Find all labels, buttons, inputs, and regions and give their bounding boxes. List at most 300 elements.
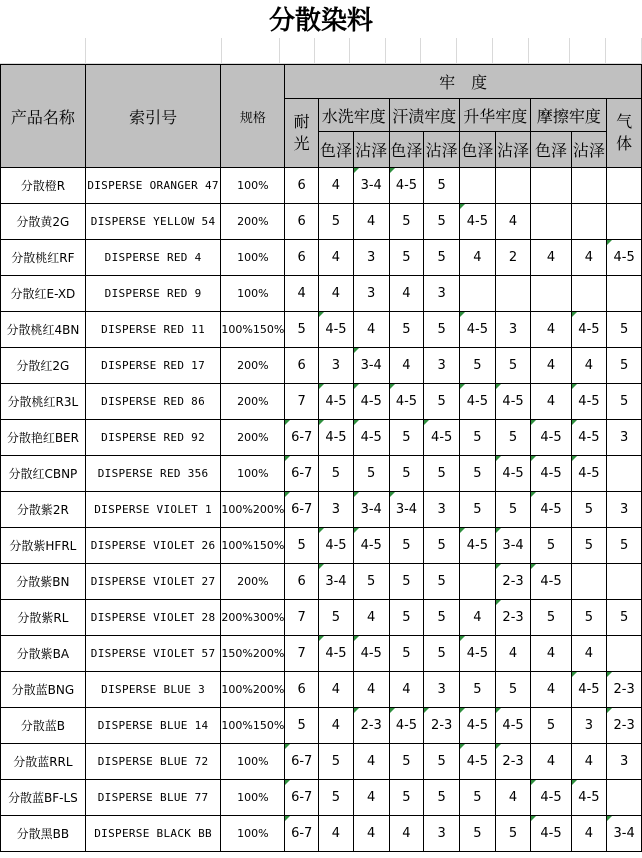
wash-staining-cell[interactable]: 4-5 xyxy=(353,420,389,456)
sublimation-color-change-cell[interactable]: 4-5 xyxy=(460,636,496,672)
sweat-staining-cell[interactable]: 5 xyxy=(424,456,460,492)
sublimation-staining-cell[interactable]: 5 xyxy=(495,816,531,852)
spec-cell[interactable]: 100% xyxy=(221,276,285,312)
product-name-cell[interactable]: 分散黄2G xyxy=(1,204,86,240)
sweat-color-change-cell[interactable]: 5 xyxy=(389,600,424,636)
rubbing-color-change-cell[interactable]: 4-5 xyxy=(531,564,571,600)
wash-color-change-cell[interactable]: 4 xyxy=(319,672,354,708)
table-row xyxy=(1,456,642,492)
header-rubbing[interactable]: 摩擦牢度 xyxy=(531,99,607,132)
sweat-staining-cell[interactable]: 5 xyxy=(424,636,460,672)
gas-cell[interactable]: 5 xyxy=(607,528,642,564)
light-cell[interactable]: 6 xyxy=(285,168,319,204)
rubbing-color-change-cell[interactable]: 4 xyxy=(531,672,571,708)
rubbing-staining-cell[interactable] xyxy=(571,168,607,204)
wash-staining-cell[interactable]: 4-5 xyxy=(353,636,389,672)
sweat-color-change-cell[interactable]: 5 xyxy=(389,456,424,492)
wash-color-change-cell[interactable]: 4-5 xyxy=(319,420,354,456)
blank-cell[interactable] xyxy=(315,38,350,64)
table-row xyxy=(1,204,642,240)
wash-staining-cell[interactable]: 5 xyxy=(353,564,389,600)
gas-cell[interactable] xyxy=(607,636,642,672)
table-row xyxy=(1,348,642,384)
wash-staining-cell[interactable]: 3-4 xyxy=(353,168,389,204)
table-row xyxy=(1,420,642,456)
wash-staining-cell[interactable]: 4-5 xyxy=(353,528,389,564)
rubbing-staining-cell[interactable]: 4-5 xyxy=(571,456,607,492)
blank-cell[interactable] xyxy=(529,38,570,64)
gas-cell[interactable]: 2-3 xyxy=(607,708,642,744)
sweat-color-change-cell[interactable]: 4-5 xyxy=(389,708,424,744)
spec-cell[interactable]: 100%150% xyxy=(221,708,285,744)
sublimation-staining-cell[interactable]: 4-5 xyxy=(495,456,531,492)
table-row xyxy=(1,528,642,564)
header-fastness[interactable]: 牢 度 xyxy=(285,65,642,99)
rubbing-color-change-cell[interactable]: 4 xyxy=(531,240,571,276)
wash-staining-cell[interactable]: 4 xyxy=(353,672,389,708)
spec-cell[interactable]: 150%200% xyxy=(221,636,285,672)
light-cell[interactable]: 4 xyxy=(285,276,319,312)
product-name-cell[interactable]: 分散紫BA xyxy=(1,636,86,672)
spec-cell[interactable]: 200%300% xyxy=(221,600,285,636)
product-name-cell[interactable]: 分散橙R xyxy=(1,168,86,204)
rubbing-staining-cell[interactable]: 4-5 xyxy=(571,312,607,348)
rubbing-color-change-cell[interactable]: 4-5 xyxy=(531,492,571,528)
sublimation-color-change-cell[interactable] xyxy=(460,168,496,204)
gas-cell[interactable]: 4-5 xyxy=(607,240,642,276)
rubbing-staining-cell[interactable]: 5 xyxy=(571,492,607,528)
wash-staining-cell[interactable]: 5 xyxy=(353,456,389,492)
light-cell[interactable]: 6-7 xyxy=(285,492,319,528)
wash-color-change-cell[interactable]: 5 xyxy=(319,456,354,492)
product-name-cell[interactable]: 分散蓝BF-LS xyxy=(1,780,86,816)
index-no-cell[interactable]: DISPERSE BLUE 3 xyxy=(85,672,221,708)
index-no-cell[interactable]: DISPERSE RED 9 xyxy=(85,276,221,312)
product-name-cell[interactable]: 分散紫BN xyxy=(1,564,86,600)
wash-staining-cell[interactable]: 4-5 xyxy=(353,384,389,420)
wash-color-change-cell[interactable]: 4-5 xyxy=(319,528,354,564)
fastness-table xyxy=(0,64,642,852)
rubbing-color-change-cell[interactable]: 4-5 xyxy=(531,420,571,456)
sublimation-color-change-cell[interactable]: 4-5 xyxy=(460,312,496,348)
rubbing-staining-cell[interactable] xyxy=(571,276,607,312)
sweat-color-change-cell[interactable]: 5 xyxy=(389,528,424,564)
sweat-color-change-cell[interactable]: 5 xyxy=(389,564,424,600)
header-index-no[interactable]: 索引号 xyxy=(85,65,221,168)
index-no-cell[interactable]: DISPERSE YELLOW 54 xyxy=(85,204,221,240)
sweat-staining-cell[interactable]: 5 xyxy=(424,240,460,276)
rubbing-staining-cell[interactable]: 4 xyxy=(571,348,607,384)
sublimation-color-change-cell[interactable]: 4 xyxy=(460,240,496,276)
table-row xyxy=(1,636,642,672)
sublimation-staining-cell[interactable]: 2-3 xyxy=(495,600,531,636)
sheet-title: 分散染料 xyxy=(268,6,373,36)
table-row xyxy=(1,492,642,528)
wash-staining-cell[interactable]: 4 xyxy=(353,780,389,816)
rubbing-color-change-cell[interactable]: 4 xyxy=(531,348,571,384)
sweat-staining-cell[interactable]: 3 xyxy=(424,276,460,312)
sublimation-color-change-cell[interactable]: 5 xyxy=(460,348,496,384)
wash-color-change-cell[interactable]: 4 xyxy=(319,816,354,852)
header-product-name[interactable]: 产品名称 xyxy=(1,65,86,168)
header-sublimation[interactable]: 升华牢度 xyxy=(460,99,531,132)
gas-cell[interactable]: 3 xyxy=(607,744,642,780)
header-sublimation-staining[interactable]: 沾泽 xyxy=(495,132,531,168)
rubbing-staining-cell[interactable]: 4-5 xyxy=(571,384,607,420)
sweat-staining-cell[interactable]: 3 xyxy=(424,672,460,708)
blank-cell[interactable] xyxy=(0,38,86,64)
sublimation-staining-cell[interactable]: 2 xyxy=(495,240,531,276)
sublimation-color-change-cell[interactable]: 4-5 xyxy=(460,744,496,780)
wash-color-change-cell[interactable]: 4-5 xyxy=(319,636,354,672)
sublimation-color-change-cell[interactable]: 4-5 xyxy=(460,384,496,420)
rubbing-color-change-cell[interactable]: 4-5 xyxy=(531,780,571,816)
table-row xyxy=(1,312,642,348)
sublimation-color-change-cell[interactable]: 5 xyxy=(460,672,496,708)
spec-cell[interactable]: 100%150% xyxy=(221,312,285,348)
sublimation-staining-cell[interactable]: 5 xyxy=(495,492,531,528)
wash-color-change-cell[interactable]: 3 xyxy=(319,348,354,384)
light-cell[interactable]: 6-7 xyxy=(285,816,319,852)
blank-cell[interactable] xyxy=(280,38,315,64)
rubbing-staining-cell[interactable]: 4 xyxy=(571,744,607,780)
sweat-color-change-cell[interactable]: 5 xyxy=(389,744,424,780)
sublimation-color-change-cell[interactable] xyxy=(460,564,496,600)
spec-cell[interactable]: 100%200% xyxy=(221,672,285,708)
gas-cell[interactable]: 5 xyxy=(607,384,642,420)
table-row xyxy=(1,384,642,420)
blank-cell[interactable] xyxy=(86,38,222,64)
light-cell[interactable]: 6 xyxy=(285,348,319,384)
rubbing-staining-cell[interactable]: 4 xyxy=(571,816,607,852)
table-row xyxy=(1,708,642,744)
header-light-label: 耐光 xyxy=(293,112,310,153)
spec-cell[interactable]: 100% xyxy=(221,456,285,492)
sweat-color-change-cell[interactable]: 3-4 xyxy=(389,492,424,528)
header-wash-staining[interactable]: 沾泽 xyxy=(353,132,389,168)
rubbing-color-change-cell[interactable]: 4 xyxy=(531,744,571,780)
sublimation-staining-cell[interactable]: 5 xyxy=(495,672,531,708)
sweat-color-change-cell[interactable]: 5 xyxy=(389,780,424,816)
rubbing-color-change-cell[interactable] xyxy=(531,204,571,240)
blank-cell[interactable] xyxy=(222,38,280,64)
header-spec[interactable]: 规格 xyxy=(221,65,285,168)
blank-cell[interactable] xyxy=(570,38,606,64)
table-row xyxy=(1,564,642,600)
wash-staining-cell[interactable]: 3-4 xyxy=(353,492,389,528)
sublimation-color-change-cell[interactable]: 4 xyxy=(460,600,496,636)
wash-staining-cell[interactable]: 4 xyxy=(353,744,389,780)
sublimation-staining-cell[interactable]: 2-3 xyxy=(495,564,531,600)
product-name-cell[interactable]: 分散红E-XD xyxy=(1,276,86,312)
wash-color-change-cell[interactable]: 5 xyxy=(319,744,354,780)
product-name-cell[interactable]: 分散黑BB xyxy=(1,816,86,852)
spec-cell[interactable]: 100% xyxy=(221,780,285,816)
sweat-color-change-cell[interactable]: 4-5 xyxy=(389,384,424,420)
light-cell[interactable]: 6-7 xyxy=(285,744,319,780)
spec-cell[interactable]: 100%150% xyxy=(221,528,285,564)
index-no-cell[interactable]: DISPERSE RED 17 xyxy=(85,348,221,384)
header-rubbing-color-change[interactable]: 色泽 xyxy=(531,132,571,168)
index-no-cell[interactable]: DISPERSE RED 11 xyxy=(85,312,221,348)
sweat-staining-cell[interactable]: 5 xyxy=(424,600,460,636)
sublimation-color-change-cell[interactable]: 5 xyxy=(460,780,496,816)
light-cell[interactable]: 7 xyxy=(285,384,319,420)
spec-cell[interactable]: 200% xyxy=(221,384,285,420)
sweat-staining-cell[interactable]: 5 xyxy=(424,204,460,240)
header-sweat[interactable]: 汗渍牢度 xyxy=(389,99,459,132)
sublimation-staining-cell[interactable]: 4 xyxy=(495,636,531,672)
sweat-staining-cell[interactable]: 3 xyxy=(424,348,460,384)
rubbing-staining-cell[interactable]: 4-5 xyxy=(571,780,607,816)
product-name-cell[interactable]: 分散蓝B xyxy=(1,708,86,744)
wash-color-change-cell[interactable]: 4 xyxy=(319,708,354,744)
header-light[interactable] xyxy=(285,99,319,168)
rubbing-color-change-cell[interactable]: 4 xyxy=(531,312,571,348)
rubbing-staining-cell[interactable]: 5 xyxy=(571,528,607,564)
product-name-cell[interactable]: 分散红CBNP xyxy=(1,456,86,492)
sweat-color-change-cell[interactable]: 4 xyxy=(389,276,424,312)
table-row xyxy=(1,672,642,708)
blank-cell[interactable] xyxy=(493,38,529,64)
light-cell[interactable]: 5 xyxy=(285,528,319,564)
gas-cell[interactable]: 3-4 xyxy=(607,816,642,852)
index-no-cell[interactable]: DISPERSE VIOLET 26 xyxy=(85,528,221,564)
gas-cell[interactable] xyxy=(607,168,642,204)
sweat-staining-cell[interactable]: 5 xyxy=(424,312,460,348)
sublimation-color-change-cell[interactable]: 5 xyxy=(460,420,496,456)
sublimation-color-change-cell[interactable]: 4-5 xyxy=(460,204,496,240)
sublimation-staining-cell[interactable]: 4-5 xyxy=(495,708,531,744)
sweat-color-change-cell[interactable]: 5 xyxy=(389,312,424,348)
header-rubbing-staining[interactable]: 沾泽 xyxy=(571,132,607,168)
blank-row xyxy=(0,38,642,64)
index-no-cell[interactable]: DISPERSE VIOLET 28 xyxy=(85,600,221,636)
spec-cell[interactable]: 200% xyxy=(221,348,285,384)
header-gas[interactable] xyxy=(607,99,642,168)
sweat-color-change-cell[interactable]: 4 xyxy=(389,672,424,708)
light-cell[interactable]: 7 xyxy=(285,600,319,636)
blank-cell[interactable] xyxy=(457,38,493,64)
wash-staining-cell[interactable]: 2-3 xyxy=(353,708,389,744)
gas-cell[interactable] xyxy=(607,276,642,312)
spec-cell[interactable]: 200% xyxy=(221,204,285,240)
rubbing-staining-cell[interactable]: 4-5 xyxy=(571,420,607,456)
sublimation-color-change-cell[interactable]: 5 xyxy=(460,456,496,492)
rubbing-color-change-cell[interactable]: 5 xyxy=(531,528,571,564)
header-wash-color-change[interactable]: 色泽 xyxy=(319,132,354,168)
index-no-cell[interactable]: DISPERSE RED 92 xyxy=(85,420,221,456)
wash-color-change-cell[interactable]: 5 xyxy=(319,780,354,816)
gas-cell[interactable]: 5 xyxy=(607,600,642,636)
gas-cell[interactable] xyxy=(607,564,642,600)
sweat-staining-cell[interactable]: 5 xyxy=(424,528,460,564)
gas-cell[interactable]: 5 xyxy=(607,312,642,348)
wash-color-change-cell[interactable]: 4 xyxy=(319,168,354,204)
rubbing-color-change-cell[interactable]: 5 xyxy=(531,600,571,636)
sweat-staining-cell[interactable]: 2-3 xyxy=(424,708,460,744)
wash-color-change-cell[interactable]: 4 xyxy=(319,240,354,276)
rubbing-staining-cell[interactable]: 4-5 xyxy=(571,672,607,708)
product-name-cell[interactable]: 分散蓝RRL xyxy=(1,744,86,780)
sweat-staining-cell[interactable]: 5 xyxy=(424,384,460,420)
rubbing-color-change-cell[interactable] xyxy=(531,276,571,312)
wash-staining-cell[interactable]: 4 xyxy=(353,204,389,240)
spec-cell[interactable]: 200% xyxy=(221,420,285,456)
spec-cell[interactable]: 100% xyxy=(221,744,285,780)
table-row xyxy=(1,744,642,780)
gas-cell[interactable]: 2-3 xyxy=(607,672,642,708)
blank-cell[interactable] xyxy=(606,38,642,64)
sweat-staining-cell[interactable]: 4-5 xyxy=(424,420,460,456)
sublimation-color-change-cell[interactable] xyxy=(460,276,496,312)
sweat-color-change-cell[interactable]: 5 xyxy=(389,636,424,672)
index-no-cell[interactable]: DISPERSE VIOLET 57 xyxy=(85,636,221,672)
index-no-cell[interactable]: DISPERSE ORANGER 47 xyxy=(85,168,221,204)
sublimation-staining-cell[interactable]: 2-3 xyxy=(495,744,531,780)
wash-color-change-cell[interactable]: 4 xyxy=(319,276,354,312)
table-row xyxy=(1,168,642,204)
product-name-cell[interactable]: 分散紫HFRL xyxy=(1,528,86,564)
wash-color-change-cell[interactable]: 3-4 xyxy=(319,564,354,600)
wash-staining-cell[interactable]: 4 xyxy=(353,816,389,852)
sublimation-staining-cell[interactable]: 3-4 xyxy=(495,528,531,564)
sublimation-staining-cell[interactable]: 4 xyxy=(495,204,531,240)
wash-staining-cell[interactable]: 3-4 xyxy=(353,348,389,384)
sublimation-staining-cell[interactable]: 4-5 xyxy=(495,384,531,420)
index-no-cell[interactable]: DISPERSE BLUE 72 xyxy=(85,744,221,780)
header-sweat-color-change[interactable]: 色泽 xyxy=(389,132,424,168)
gas-cell[interactable] xyxy=(607,456,642,492)
wash-staining-cell[interactable]: 3 xyxy=(353,276,389,312)
product-name-cell[interactable]: 分散桃红R3L xyxy=(1,384,86,420)
product-name-cell[interactable]: 分散桃红RF xyxy=(1,240,86,276)
sublimation-color-change-cell[interactable]: 4-5 xyxy=(460,528,496,564)
rubbing-color-change-cell[interactable]: 4 xyxy=(531,636,571,672)
gas-cell[interactable] xyxy=(607,780,642,816)
sublimation-staining-cell[interactable] xyxy=(495,168,531,204)
index-no-cell[interactable]: DISPERSE BLUE 14 xyxy=(85,708,221,744)
light-cell[interactable]: 6-7 xyxy=(285,780,319,816)
sweat-staining-cell[interactable]: 5 xyxy=(424,168,460,204)
sweat-color-change-cell[interactable]: 5 xyxy=(389,240,424,276)
header-sweat-staining[interactable]: 沾泽 xyxy=(424,132,460,168)
table-row xyxy=(1,276,642,312)
sublimation-color-change-cell[interactable]: 5 xyxy=(460,816,496,852)
light-cell[interactable]: 5 xyxy=(285,312,319,348)
light-cell[interactable]: 5 xyxy=(285,708,319,744)
table-row xyxy=(1,240,642,276)
table-row xyxy=(1,780,642,816)
gas-cell[interactable] xyxy=(607,204,642,240)
sweat-color-change-cell[interactable]: 4 xyxy=(389,816,424,852)
wash-staining-cell[interactable]: 4 xyxy=(353,600,389,636)
index-no-cell[interactable]: DISPERSE BLUE 77 xyxy=(85,780,221,816)
wash-color-change-cell[interactable]: 5 xyxy=(319,600,354,636)
wash-color-change-cell[interactable]: 3 xyxy=(319,492,354,528)
sweat-color-change-cell[interactable]: 5 xyxy=(389,204,424,240)
index-no-cell[interactable]: DISPERSE VIOLET 27 xyxy=(85,564,221,600)
table-row xyxy=(1,600,642,636)
gas-cell[interactable]: 3 xyxy=(607,492,642,528)
wash-color-change-cell[interactable]: 5 xyxy=(319,204,354,240)
rubbing-color-change-cell[interactable]: 4 xyxy=(531,384,571,420)
spec-cell[interactable]: 200% xyxy=(221,564,285,600)
index-no-cell[interactable]: DISPERSE RED 86 xyxy=(85,384,221,420)
sublimation-staining-cell[interactable]: 5 xyxy=(495,420,531,456)
sweat-staining-cell[interactable]: 3 xyxy=(424,816,460,852)
spec-cell[interactable]: 100%200% xyxy=(221,492,285,528)
light-cell[interactable]: 6-7 xyxy=(285,420,319,456)
wash-color-change-cell[interactable]: 4-5 xyxy=(319,312,354,348)
blank-cell[interactable] xyxy=(386,38,421,64)
index-no-cell[interactable]: DISPERSE BLACK BB xyxy=(85,816,221,852)
rubbing-color-change-cell[interactable]: 4-5 xyxy=(531,816,571,852)
product-name-cell[interactable]: 分散桃红4BN xyxy=(1,312,86,348)
light-cell[interactable]: 7 xyxy=(285,636,319,672)
sweat-staining-cell[interactable]: 5 xyxy=(424,744,460,780)
spec-cell[interactable]: 100% xyxy=(221,816,285,852)
rubbing-color-change-cell[interactable]: 5 xyxy=(531,708,571,744)
rubbing-staining-cell[interactable]: 4 xyxy=(571,636,607,672)
rubbing-staining-cell[interactable] xyxy=(571,204,607,240)
sweat-color-change-cell[interactable]: 5 xyxy=(389,420,424,456)
rubbing-staining-cell[interactable]: 3 xyxy=(571,708,607,744)
product-name-cell[interactable]: 分散紫RL xyxy=(1,600,86,636)
sweat-staining-cell[interactable]: 5 xyxy=(424,564,460,600)
spec-cell[interactable]: 100% xyxy=(221,168,285,204)
wash-staining-cell[interactable]: 4 xyxy=(353,312,389,348)
sublimation-staining-cell[interactable]: 4 xyxy=(495,780,531,816)
product-name-cell[interactable]: 分散红2G xyxy=(1,348,86,384)
index-no-cell[interactable]: DISPERSE VIOLET 1 xyxy=(85,492,221,528)
sublimation-color-change-cell[interactable]: 4-5 xyxy=(460,708,496,744)
gas-cell[interactable]: 5 xyxy=(607,348,642,384)
product-name-cell[interactable]: 分散紫2R xyxy=(1,492,86,528)
index-no-cell[interactable]: DISPERSE RED 356 xyxy=(85,456,221,492)
header-sublimation-color-change[interactable]: 色泽 xyxy=(460,132,496,168)
sublimation-staining-cell[interactable]: 3 xyxy=(495,312,531,348)
product-name-cell[interactable]: 分散蓝BNG xyxy=(1,672,86,708)
sweat-staining-cell[interactable]: 3 xyxy=(424,492,460,528)
sweat-color-change-cell[interactable]: 4 xyxy=(389,348,424,384)
rubbing-staining-cell[interactable] xyxy=(571,564,607,600)
sublimation-color-change-cell[interactable]: 5 xyxy=(460,492,496,528)
gas-cell[interactable]: 3 xyxy=(607,420,642,456)
sweat-color-change-cell[interactable]: 4-5 xyxy=(389,168,424,204)
rubbing-staining-cell[interactable]: 4 xyxy=(571,240,607,276)
product-name-cell[interactable]: 分散艳红BER xyxy=(1,420,86,456)
rubbing-staining-cell[interactable]: 5 xyxy=(571,600,607,636)
light-cell[interactable]: 6 xyxy=(285,240,319,276)
light-cell[interactable]: 6 xyxy=(285,564,319,600)
rubbing-color-change-cell[interactable] xyxy=(531,168,571,204)
wash-color-change-cell[interactable]: 4-5 xyxy=(319,384,354,420)
index-no-cell[interactable]: DISPERSE RED 4 xyxy=(85,240,221,276)
light-cell[interactable]: 6 xyxy=(285,672,319,708)
sublimation-staining-cell[interactable]: 5 xyxy=(495,348,531,384)
blank-cell[interactable] xyxy=(350,38,386,64)
sweat-staining-cell[interactable]: 5 xyxy=(424,780,460,816)
rubbing-color-change-cell[interactable]: 4-5 xyxy=(531,456,571,492)
light-cell[interactable]: 6 xyxy=(285,204,319,240)
wash-staining-cell[interactable]: 3 xyxy=(353,240,389,276)
spec-cell[interactable]: 100% xyxy=(221,240,285,276)
blank-cell[interactable] xyxy=(421,38,457,64)
light-cell[interactable]: 6-7 xyxy=(285,456,319,492)
header-wash[interactable]: 水洗牢度 xyxy=(319,99,389,132)
sublimation-staining-cell[interactable] xyxy=(495,276,531,312)
